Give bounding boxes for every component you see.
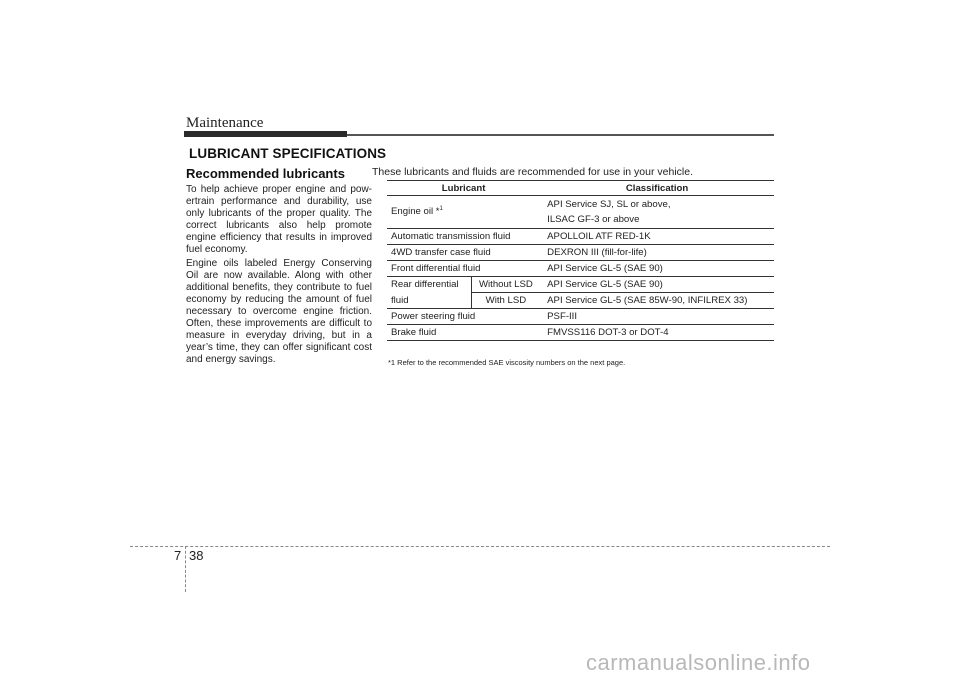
footnote: *1 Refer to the recommended SAE viscosity numbers on the next page.	[388, 358, 626, 367]
header-bar	[184, 131, 347, 137]
header-lubricant: Lubricant	[387, 181, 540, 196]
table-row	[387, 325, 774, 341]
atf-label: Automatic transmission fluid	[387, 229, 540, 245]
section-title: LUBRICANT SPECIFICATIONS	[189, 146, 387, 161]
footer-dashed-line	[130, 546, 830, 547]
table-header-row	[387, 181, 774, 196]
front-diff-classification: API Service GL-5 (SAE 90)	[540, 261, 774, 277]
chapter-number: 7	[174, 548, 182, 563]
table-row	[387, 277, 774, 293]
table-row	[387, 245, 774, 261]
body-text	[186, 184, 372, 369]
with-lsd-classification: API Service GL-5 (SAE 85W-90, INFILREX 33)	[540, 293, 774, 309]
front-diff-label: Front differential fluid	[387, 261, 540, 277]
subsection-title: Recommended lubricants	[186, 166, 345, 181]
brake-label: Brake fluid	[387, 325, 540, 341]
brake-classification: FMVSS116 DOT-3 or DOT-4	[540, 325, 774, 341]
with-lsd-label: With LSD	[471, 293, 540, 309]
footer-dashed-divider	[185, 546, 186, 592]
header-rule	[347, 134, 774, 136]
footnote-mark: 1	[439, 206, 443, 213]
table-row	[387, 196, 774, 229]
without-lsd-label: Without LSD	[471, 277, 540, 293]
without-lsd-classification: API Service GL-5 (SAE 90)	[540, 277, 774, 293]
power-steering-classification: PSF-III	[540, 309, 774, 325]
table-row	[387, 229, 774, 245]
paragraph-2: Engine oils labeled Energy Conserving Oil are now available. Along with other additional benefits, they contribute to fuel economy by reducing the amount of fuel necessary to overcome engine friction. Often, these improvements are difficult to measure in everyday driving, but in a year’s time, they can offer significant cost and energy savings.	[186, 258, 372, 365]
table-intro: These lubricants and fluids are recommended for use in your vehicle.	[372, 166, 693, 178]
power-steering-label: Power steering fluid	[387, 309, 540, 325]
transfer-label: 4WD transfer case fluid	[387, 245, 540, 261]
page-header-title: Maintenance	[186, 115, 264, 131]
header-classification: Classification	[540, 181, 774, 196]
engine-oil-label: Engine oil *$^1$	[387, 196, 540, 229]
atf-classification: APOLLOIL ATF RED-1K	[540, 229, 774, 245]
lubricant-table	[387, 180, 774, 341]
paragraph-1: To help achieve proper engine and pow-ertrain performance and durability, use only lubricants of the proper quality. The correct lubricants also help promote engine efficiency that results in improved fuel economy.	[186, 184, 372, 255]
table-row	[387, 261, 774, 277]
engine-oil-classification: API Service SJ, SL or above, ILSAC GF-3 or above	[540, 196, 774, 229]
watermark: carmanualsonline.info	[586, 650, 811, 675]
table-row	[387, 309, 774, 325]
rear-diff-label: Rear differential fluid	[387, 277, 471, 309]
page-number: 38	[189, 548, 204, 563]
transfer-classification: DEXRON III (fill-for-life)	[540, 245, 774, 261]
